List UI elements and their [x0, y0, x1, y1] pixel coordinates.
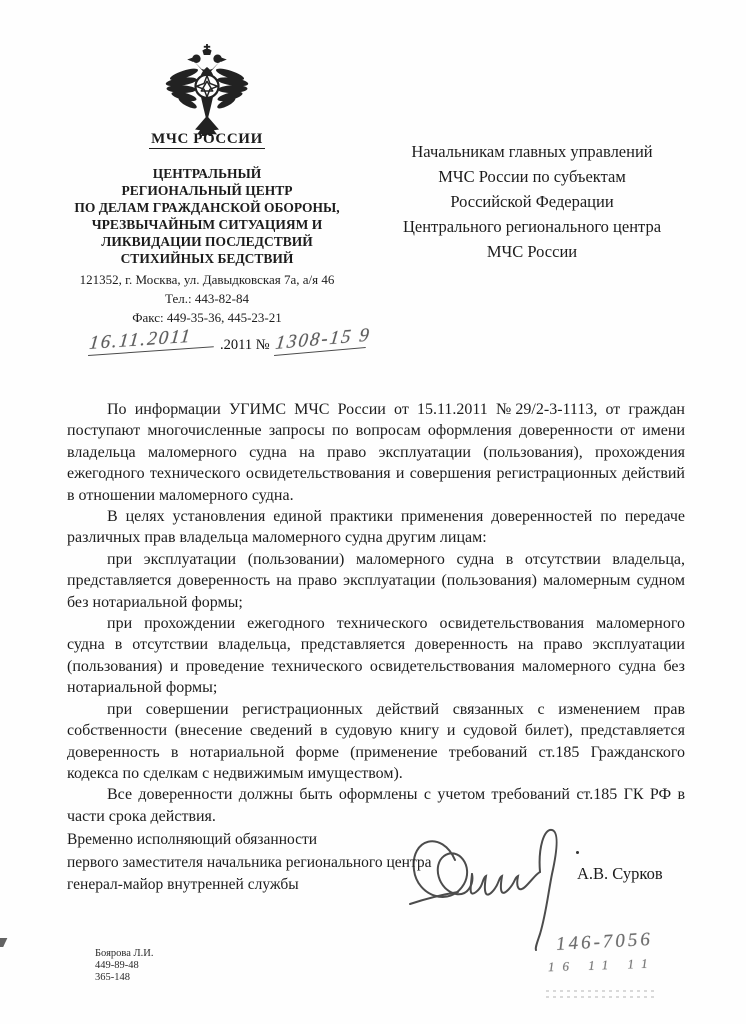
faint-stamp-mark	[546, 986, 658, 1002]
handwritten-note-number: 146-7056	[555, 928, 654, 955]
body-paragraph: при эксплуатации (пользовании) маломерного судна в отсутствии владельца, представляется доверенность на право эксплуатации (пользования) маломерным судном без нотариальной формы;	[67, 550, 685, 611]
letter-body	[67, 399, 685, 827]
body-paragraph: при прохождении ежегодного технического освидетельствования маломерного судна в отсутствии владельца, представляется доверенность на право эксплуатации (пользования) и проведение технического освидетельствования маломерного судна без нотариальной формы;	[67, 615, 685, 697]
executor-name: Боярова Л.И.	[95, 948, 154, 959]
addressee-block	[378, 139, 686, 264]
body-paragraph: По информации УГИМС МЧС России от 15.11.2011 №29/2-3-1113, от граждан поступают многочисленные запросы по вопросам оформления доверенности от имени владельца маломерного судна на право эксплуатации (пользования), прохождения ежегодного технического освидетельствования и совершения регистрационных действий в отношении маломерного судна.	[67, 401, 685, 504]
executor-block	[95, 948, 153, 984]
executor-phone: 449-89-48	[95, 960, 139, 971]
org-line: ПО ДЕЛАМ ГРАЖДАНСКОЙ ОБОРОНЫ,	[74, 200, 340, 215]
addressee-line: Центрального регионального центра	[402, 217, 662, 236]
ink-dot	[576, 851, 579, 854]
org-line: СТИХИЙНЫХ БЕДСТВИЙ	[120, 251, 294, 266]
body-paragraph: В целях установления единой практики применения доверенностей по передаче различных прав владельца маломерного судна другим лицам:	[67, 508, 685, 547]
signer-position-line: генерал-майор внутренней службы	[67, 876, 299, 893]
body-paragraph: Все доверенности должны быть оформлены с учетом требований ст.185 ГК РФ в части срока действия.	[67, 786, 685, 825]
phone-line: Тел.: 443-82-84	[165, 291, 249, 306]
org-line: ЦЕНТРАЛЬНЫЙ	[152, 166, 262, 181]
body-paragraph: при совершении регистрационных действий связанных с изменением прав собственности (внесение сведений в судовую книгу и судовой билет), представляется доверенность в нотариальной форме (применение требований ст.185 Гражданского кодекса по сделкам с недвижимым имуществом).	[67, 700, 685, 782]
addressee-line: Российской Федерации	[450, 192, 614, 211]
addressee-line: Начальникам главных управлений	[411, 142, 653, 161]
signer-name: А.В. Сурков	[577, 864, 663, 883]
signer-position-line: первого заместителя начальника регионального центра	[67, 853, 432, 871]
scan-artifact	[0, 938, 14, 947]
organization-name	[40, 165, 374, 267]
postal-address: 121352, г. Москва, ул. Давыдковская 7а, а/я 46	[79, 272, 335, 287]
emercom-eagle-emblem	[163, 44, 251, 136]
handwritten-date: 16.11.2011	[88, 324, 216, 356]
ministry-title-text: МЧС РОССИИ	[151, 131, 263, 147]
addressee-line: МЧС России по субъектам	[438, 167, 626, 186]
handwritten-signature	[398, 812, 578, 952]
org-line: ЛИКВИДАЦИИ ПОСЛЕДСТВИЙ	[101, 234, 313, 249]
org-line: ЧРЕЗВЫЧАЙНЫМ СИТУАЦИЯМ И	[91, 217, 323, 232]
addressee-line: МЧС России	[486, 242, 578, 261]
executor-phone: 365-148	[95, 972, 130, 983]
signer-position-line: Временно исполняющий обязанности	[67, 831, 318, 848]
fax-line: Факс: 449-35-36, 445-23-21	[132, 310, 282, 325]
reference-line	[88, 322, 388, 356]
contact-block	[40, 270, 374, 327]
handwritten-outgoing-number: 1308-15 9	[274, 325, 369, 356]
handwritten-note-date: 16 11 11	[547, 955, 656, 975]
ministry-title	[40, 131, 374, 148]
org-line: РЕГИОНАЛЬНЫЙ ЦЕНТР	[121, 183, 293, 198]
reference-printed-label: .2011 №	[220, 337, 270, 353]
